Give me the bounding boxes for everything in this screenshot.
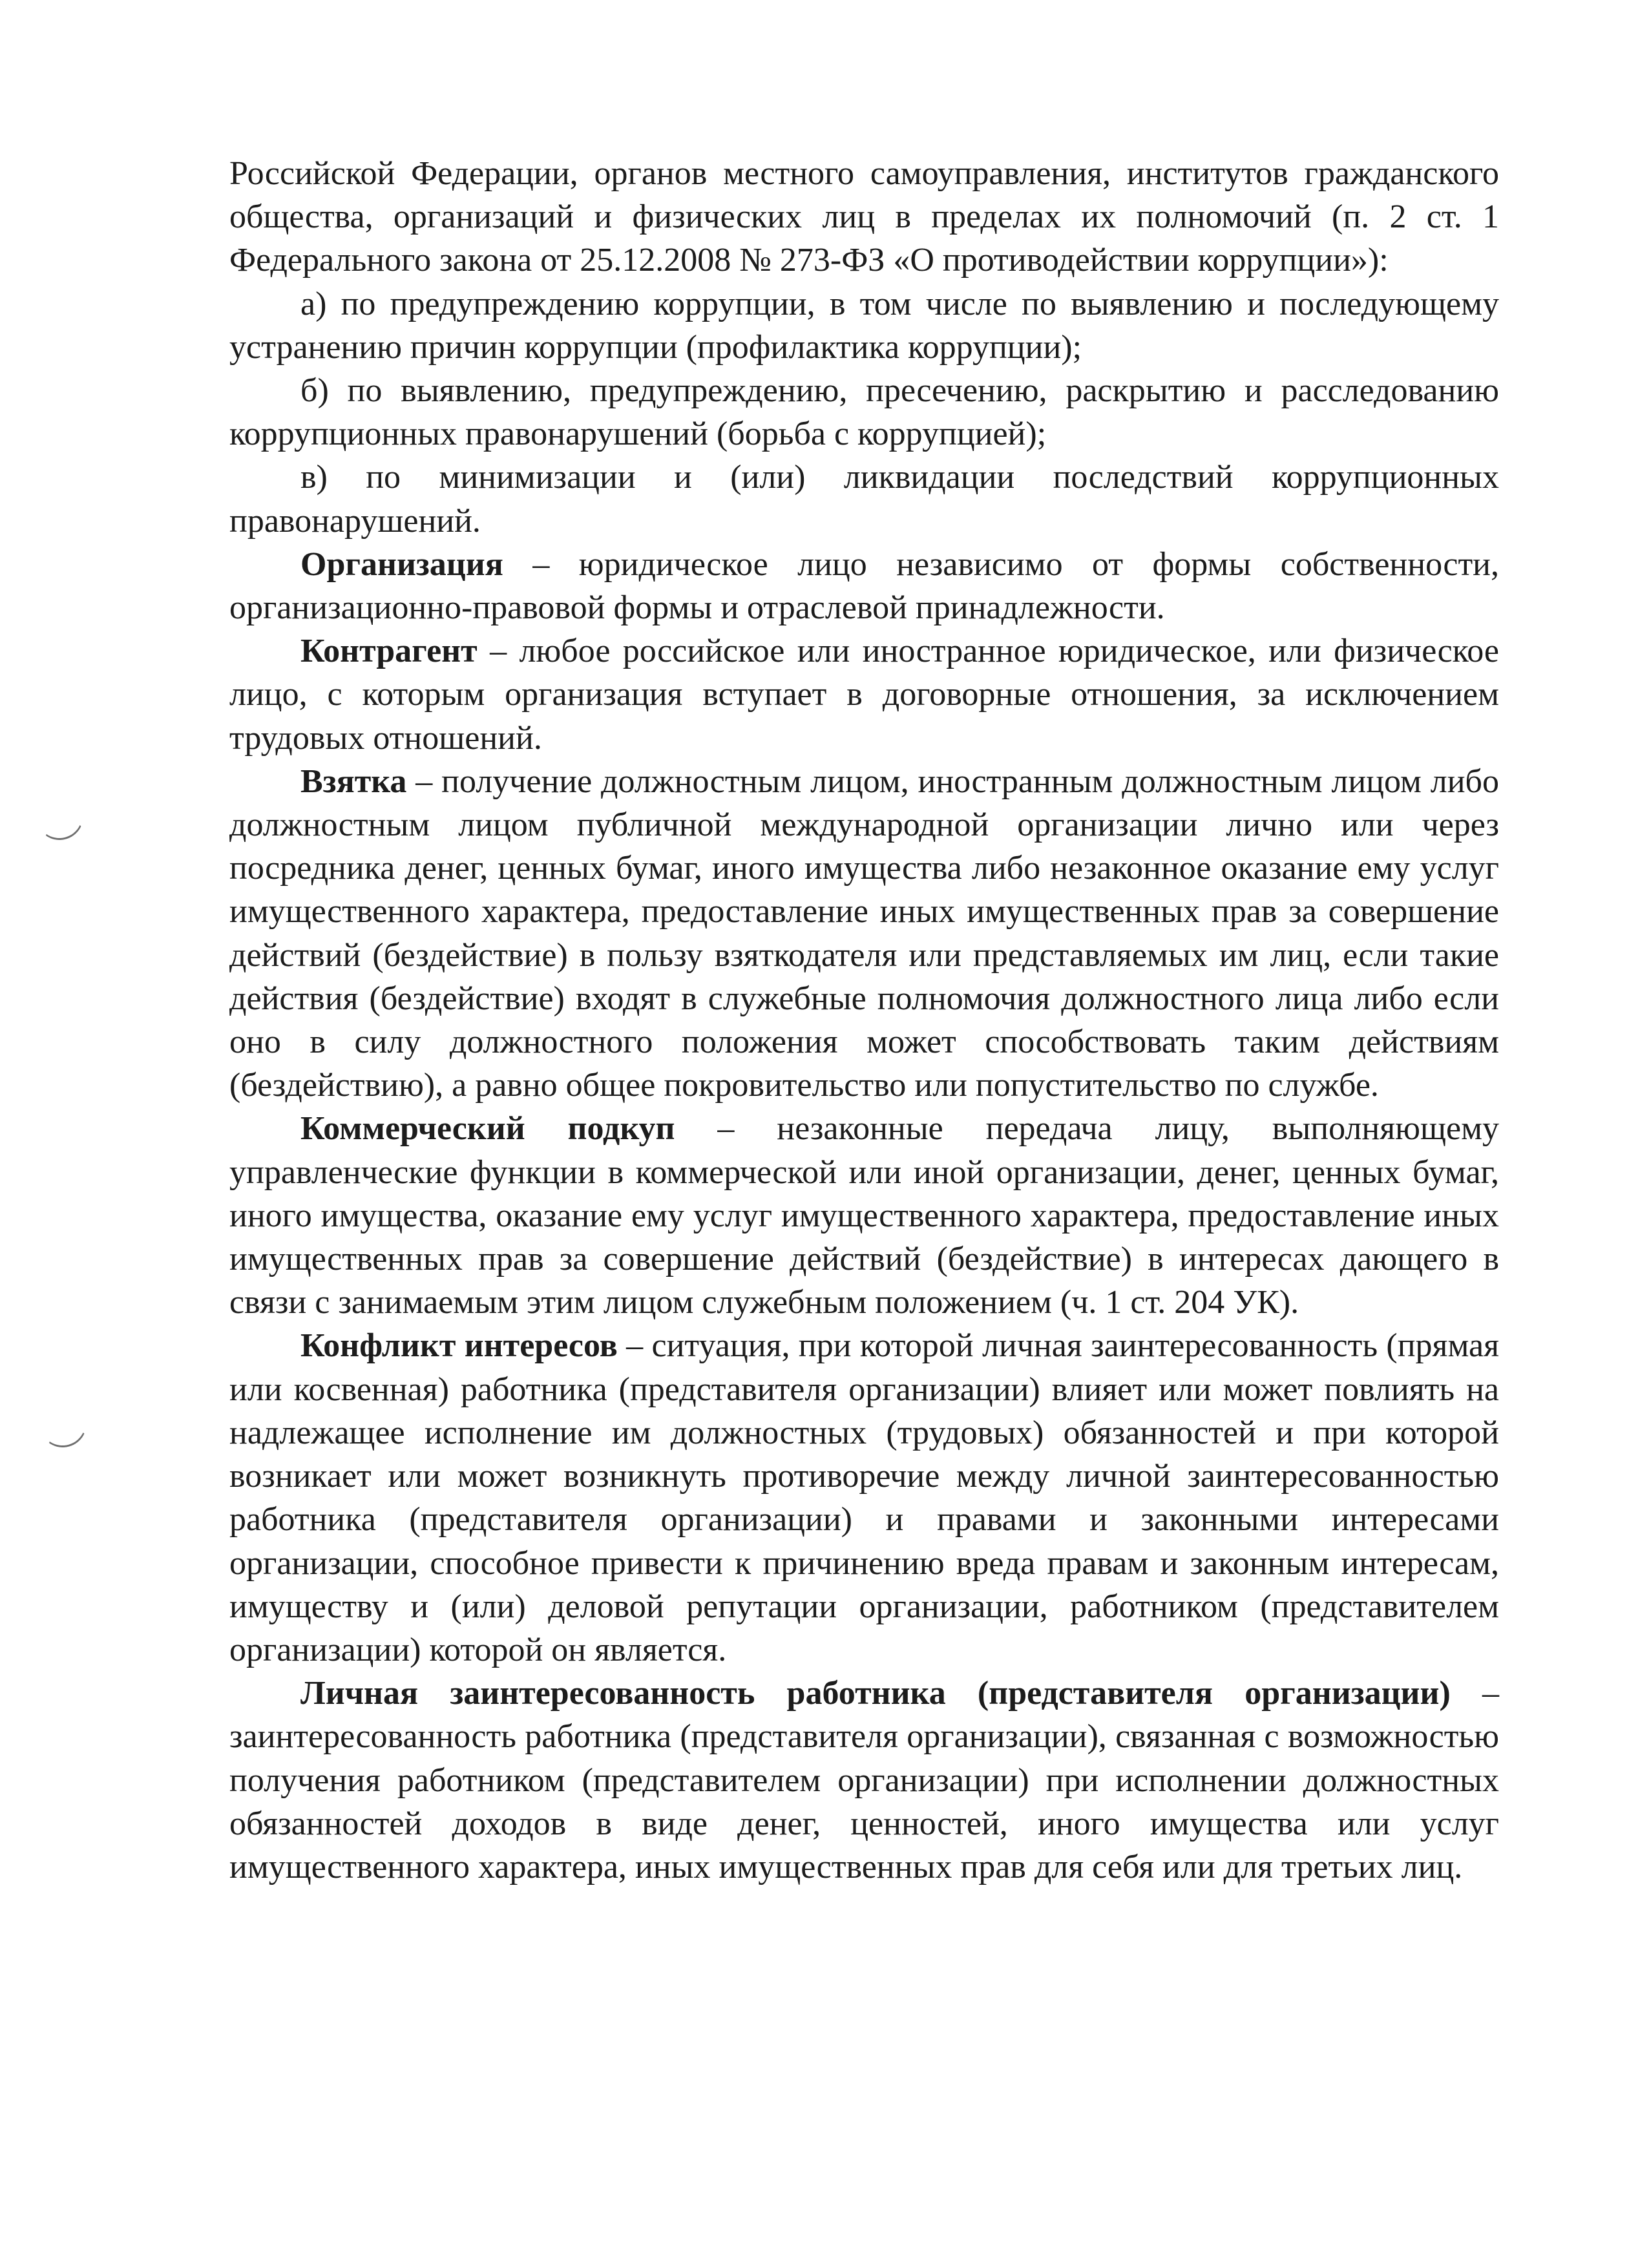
definition-term: Конфликт интересов bbox=[300, 1327, 618, 1365]
definition-term: Контрагент bbox=[300, 633, 478, 670]
definition-personal-interest bbox=[229, 1672, 1499, 1889]
definition-text: – заинтересованность работника (представителя организации), связанная с возможностью получения работником (представителем организации) при исполнении должностных обязанностей доходов в виде денег, ценностей, иного имущества или услуг имущественного характера, иных имущественных прав для себя или для третьих лиц. bbox=[229, 1675, 1499, 1885]
definition-term: Организация bbox=[300, 545, 503, 583]
definition-text: – ситуация, при которой личная заинтересованность (прямая или косвенная) работника (представителя организации) влияет или может повлиять на надлежащее исполнение им должностных (трудовых) обязанностей и при которой возникает или может возникнуть противоречие между личной заинтересованностью работника (представителя организации) и правами и законными интересами организации, способное привести к причинению вреда правам и законным интересам, имуществу и (или) деловой репутации организации, работником (представителем организации) которой он является. bbox=[229, 1327, 1499, 1668]
definition-counterparty bbox=[229, 629, 1499, 760]
definition-text: – юридическое лицо независимо от формы собственности, организационно-правовой формы и отраслевой принадлежности. bbox=[229, 545, 1499, 627]
definition-text: – любое российское или иностранное юридическое, или физическое лицо, с которым организация вступает в договорные отношения, за исключением трудовых отношений. bbox=[229, 633, 1499, 757]
definition-organization bbox=[229, 543, 1499, 629]
paragraph-text: в) по минимизации и (или) ликвидации последствий коррупционных правонарушений. bbox=[229, 459, 1499, 540]
punch-hole-mark bbox=[30, 786, 89, 846]
list-item-v bbox=[229, 456, 1499, 542]
punch-hole-mark bbox=[34, 1394, 92, 1453]
list-item-a bbox=[229, 282, 1499, 369]
definition-text: – получение должностным лицом, иностранным должностным лицом либо должностным лицом публичной международной организации лично или через посредника денег, ценных бумаг, иного имущества либо незаконное оказание ему услуг имущественного характера, предоставление иных имущественных прав за совершение действий (бездействие) в пользу взяткодателя или представляемых им лиц, если такие действия (бездействие) входят в служебные полномочия должностного лица либо если оно в силу должностного положения может способствовать таким действиям (бездействию), а равно общее покровительство или попустительство по службе. bbox=[229, 762, 1499, 1104]
definition-term: Взятка bbox=[300, 762, 407, 800]
paragraph-text: б) по выявлению, предупреждению, пресечению, раскрытию и расследованию коррупционных правонарушений (борьба с коррупцией); bbox=[229, 372, 1499, 453]
definition-conflict-of-interest bbox=[229, 1324, 1499, 1672]
definition-commercial-bribery bbox=[229, 1107, 1499, 1324]
definition-term: Коммерческий подкуп bbox=[300, 1110, 675, 1148]
definition-term: Личная заинтересованность работника (представителя организации) bbox=[300, 1675, 1451, 1712]
definition-text: – незаконные передача лицу, выполняющему управленческие функции в коммерческой или иной организации, денег, ценных бумаг, иного имущества, оказание ему услуг имущественного характера, предоставление иных имущественных прав за совершение действий (бездействие) в интересах дающего в связи с занимаемым этим лицом служебным положением (ч. 1 ст. 204 УК). bbox=[229, 1110, 1499, 1321]
paragraph-intro bbox=[229, 152, 1499, 282]
paragraph-text: а) по предупреждению коррупции, в том числе по выявлению и последующему устранению причин коррупции (профилактика коррупции); bbox=[229, 285, 1499, 366]
list-item-b bbox=[229, 369, 1499, 456]
document-body bbox=[229, 152, 1499, 1889]
paragraph-text: Российской Федерации, органов местного самоуправления, институтов гражданского общества, организаций и физических лиц в пределах их полномочий (п. 2 ст. 1 Федерального закона от 25.12.2008 № 273-ФЗ «О противодействии коррупции»): bbox=[229, 155, 1499, 279]
definition-bribe bbox=[229, 760, 1499, 1108]
